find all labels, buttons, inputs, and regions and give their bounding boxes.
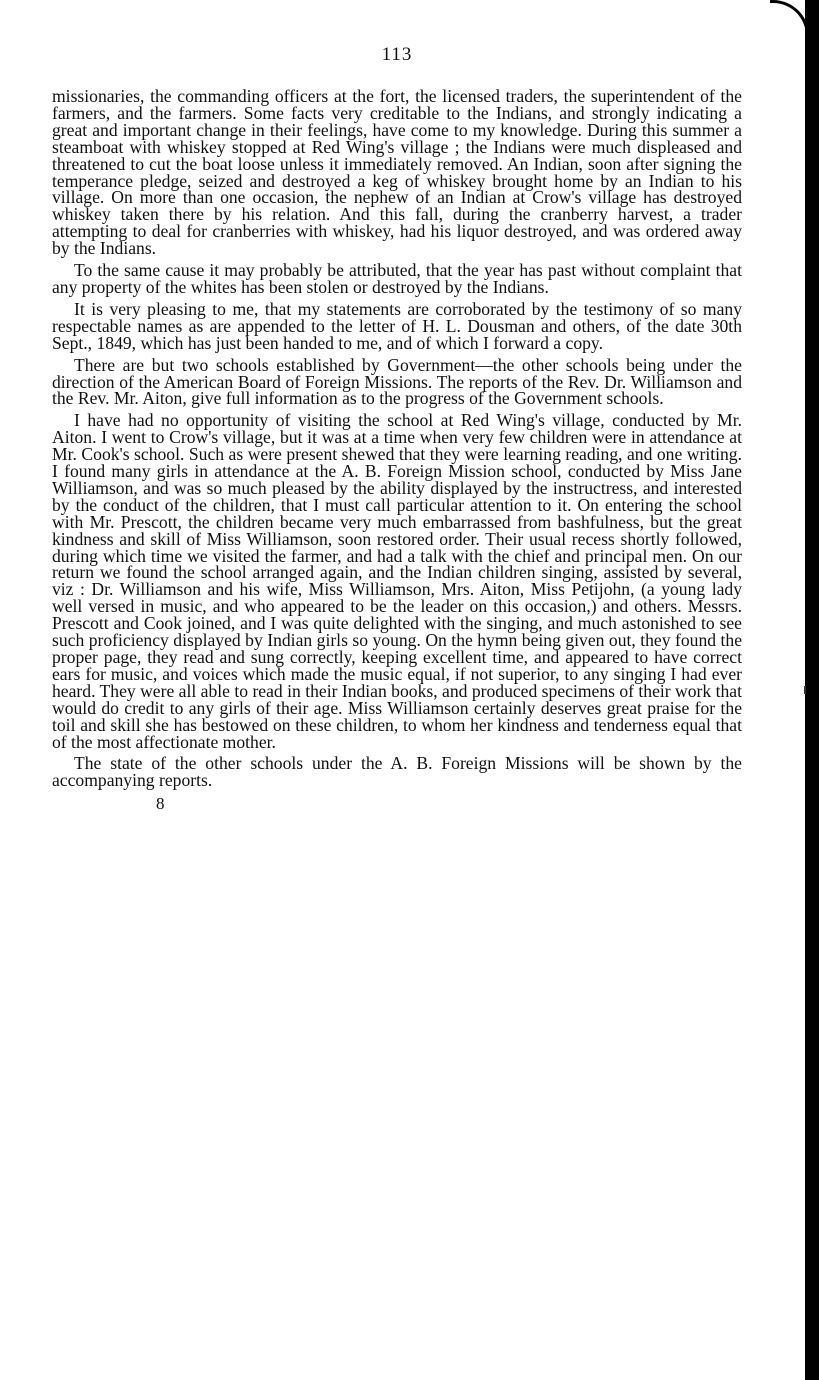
paragraph-3: It is very pleasing to me, that my statements are corroborated by the testimony of so many respectable names as are appended to the letter of H. L. Dousman and others, of the date 30th Sept., 1849, which has just been handed to me, and of which I forward a copy.	[52, 298, 742, 353]
paragraph-6: The state of the other schools under the A. B. Foreign Missions will be shown by the accompanying reports.	[52, 753, 742, 791]
document-page	[52, 44, 742, 814]
page-edge-right	[805, 0, 819, 1380]
paragraph-5: I have had no opportunity of visiting the school at Red Wing's village, conducted by Mr. Aiton. I went to Crow's village, but it was at a time when very few children were in attendance at Mr. Cook's school. Such as were present shewed that they were learning reading, and one writing. I found many girls in attendance at the A. B. Foreign Mission school, conducted by Miss Jane Williamson, and was so much pleased by the ability displayed by the instructress, and interested by the conduct of the children, that I must call particular attention to it. On entering the school with Mr. Prescott, the children became very much embarrassed from bashfulness, but the great kindness and skill of Miss Williamson, soon restored order. Their usual recess shortly followed, during which time we visited the farmer, and had a talk with the chief and principal men. On our return we found the school arranged again, and the Indian children singing, assisted by several, viz : Dr. Williamson and his wife, Miss Williamson, Mrs. Aiton, Miss Petijohn, (a young lady well versed in music, and who appeared to be the leader on this occasion,) and others. Messrs. Prescott and Cook joined, and I was quite delighted with the singing, and much astonished to see such proficiency displayed by Indian girls so young. On the hymn being given out, they found the proper page, they read and sung correctly, keeping excellent time, and appeared to have correct ears for music, and voices which made the music equal, if not superior, to any singing I had ever heard. They were all able to read in their Indian books, and produced specimens of their work that would do credit to any girls of their age. Miss Williamson certainly deserves great praise for the toil and skill she has bestowed on these children, to whom her kindness and tenderness equal that of the most affectionate mother.	[52, 410, 742, 752]
paragraph-1: missionaries, the commanding officers at the fort, the licensed traders, the superintendent of the farmers, and the farmers. Some facts very creditable to the Indians, and strongly indicating a great and important change in their feelings, have come to my knowledge. During this summer a steamboat with whiskey stopped at Red Wing's village ; the Indians were much displeased and threatened to cut the boat loose unless it immediately removed. An Indian, soon after signing the temperance pledge, seized and destroyed a keg of whiskey brought home by an Indian to his village. On more than one occasion, the nephew of an Indian at Crow's village has destroyed whiskey taken there by his relation. And this fall, during the cranberry harvest, a trader attempting to deal for cranberries with whiskey, had his liquor destroyed, and was ordered away by the Indians.	[52, 86, 742, 259]
stray-ink-mark	[804, 686, 806, 694]
paragraph-2: To the same cause it may probably be attributed, that the year has past without complaint that any property of the whites has been stolen or destroyed by the Indians.	[52, 260, 742, 297]
page-number: 113	[381, 44, 413, 65]
page-edge-curl	[770, 0, 809, 63]
signature-mark: 8	[156, 794, 165, 814]
paragraph-4: There are but two schools established by Government—the other schools being under the direction of the American Board of Foreign Missions. The reports of the Rev. Dr. Williamson and the Rev. Mr. Aiton, give full information as to the progress of the Government schools.	[52, 354, 742, 409]
